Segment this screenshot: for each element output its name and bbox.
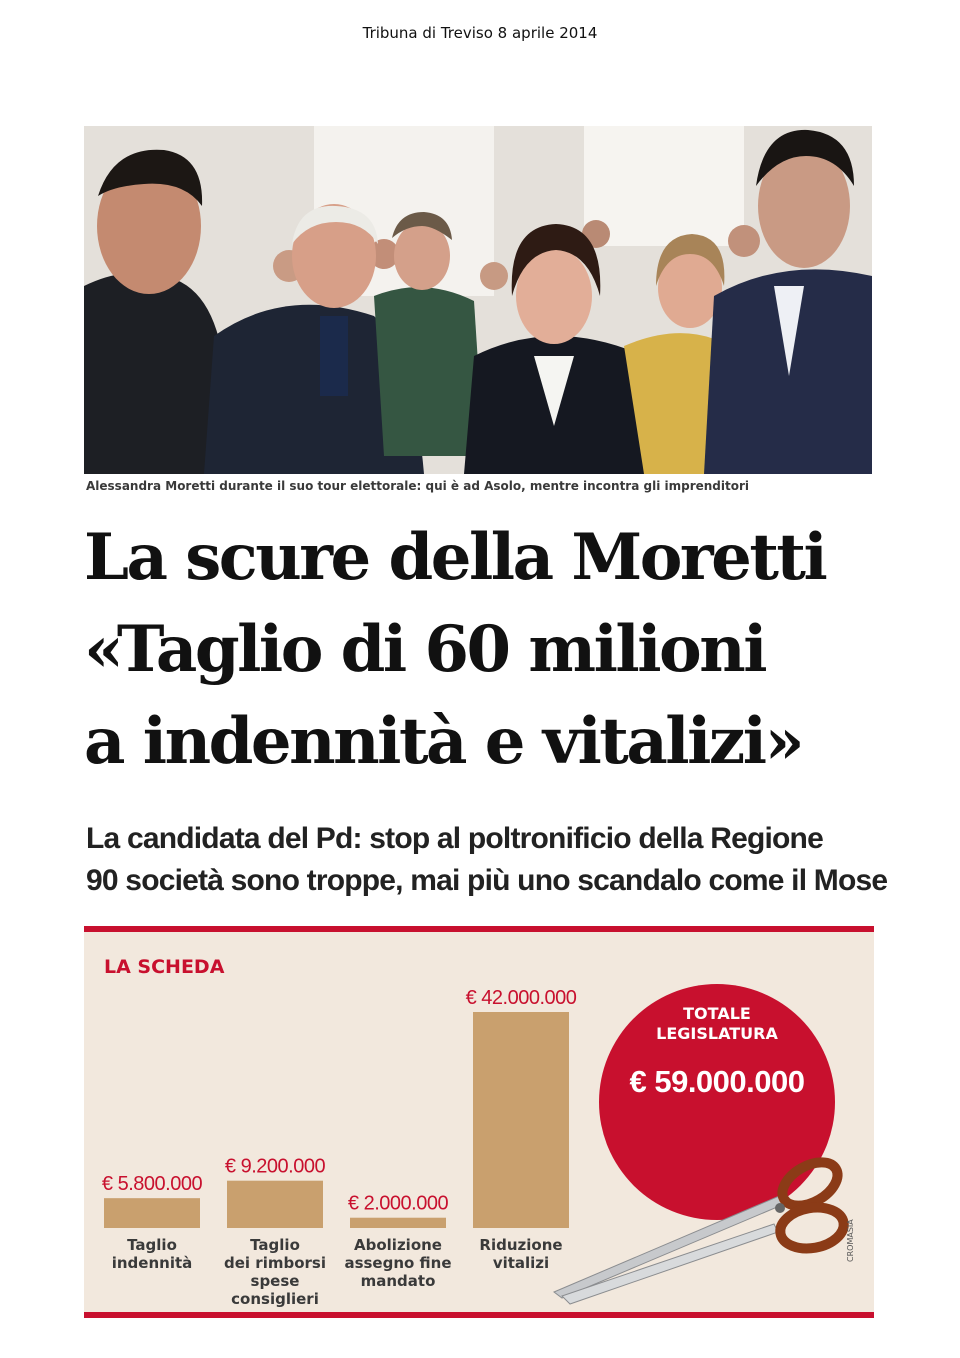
bar-category-label-4: Riduzione vitalizi <box>479 1236 563 1272</box>
photo-caption: Alessandra Moretti durante il suo tour elettorale: qui è ad Asolo, mentre incontra gli imprenditori <box>86 479 750 493</box>
headline-line-3: a indennità e vitalizi» <box>84 704 803 779</box>
news-photo <box>84 126 872 474</box>
bar-category-label-2: Taglio dei rimborsi spese consiglieri <box>224 1236 326 1308</box>
bar-3 <box>350 1218 446 1228</box>
bars-layer <box>102 987 577 1308</box>
bar-value-label-3: € 2.000.000 <box>347 1192 449 1215</box>
bar-chart <box>84 932 874 1312</box>
bar-1 <box>104 1198 200 1228</box>
bar-value-label-4: € 42.000.000 <box>465 987 577 1009</box>
total-label-line-2: LEGISLATURA <box>656 1024 778 1043</box>
bar-category-label-1: Taglio indennità <box>111 1236 193 1272</box>
infographic-title: LA SCHEDA <box>104 956 225 978</box>
total-label <box>599 1004 835 1044</box>
subheadline-line-2: 90 società sono troppe, mai più uno scandalo come il Mose <box>86 864 888 897</box>
total-label-line-1: TOTALE <box>683 1004 751 1023</box>
bar-category-label-3: Abolizione assegno fine mandato <box>344 1236 452 1290</box>
subheadline <box>86 818 886 902</box>
source-line: Tribuna di Treviso 8 aprile 2014 <box>362 24 598 42</box>
bar-value-label-2: € 9.200.000 <box>224 1155 326 1178</box>
photo-illustration <box>84 126 872 474</box>
infographic-panel <box>84 926 874 1318</box>
headline-line-2: «Taglio di 60 milioni <box>84 612 766 687</box>
bar-value-label-1: € 5.800.000 <box>101 1173 203 1196</box>
bar-2 <box>227 1181 323 1228</box>
total-value: € 59.000.000 <box>629 1064 805 1099</box>
graphic-credit: CROMASIA <box>846 1219 855 1262</box>
subheadline-line-1: La candidata del Pd: stop al poltronificio della Regione <box>86 822 823 855</box>
headline-line-1: La scure della Moretti <box>84 520 826 595</box>
bar-4 <box>473 1012 569 1228</box>
headline <box>84 512 884 788</box>
